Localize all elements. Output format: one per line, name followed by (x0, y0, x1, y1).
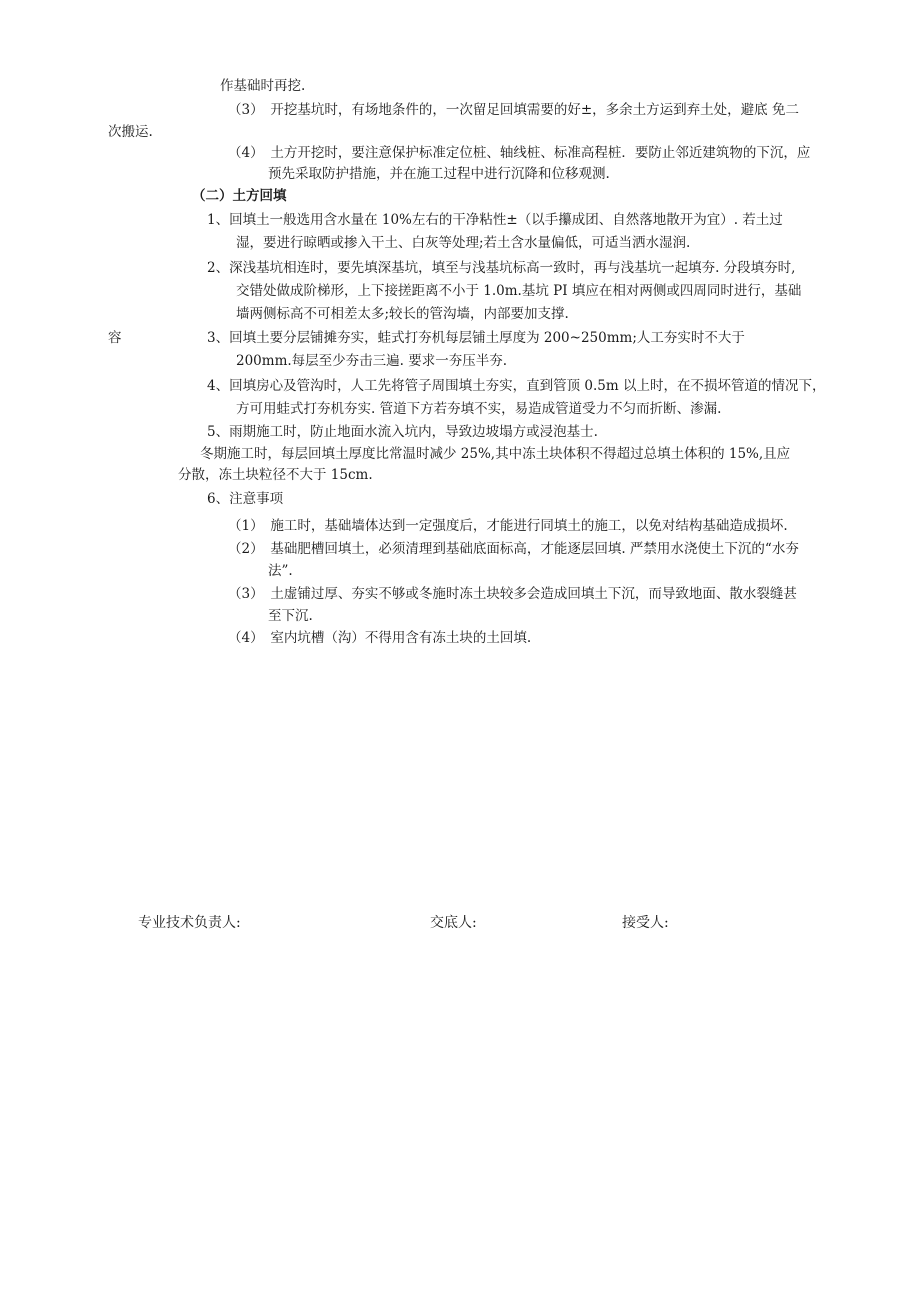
text-line: 方可用蛙式打夯机夯实. 管道下方若夯填不实，易造成管道受力不匀而折断、渗漏. (236, 401, 722, 417)
text-line: 墙两侧标高不可相差太多;较长的管沟墙，内部要加支撑. (236, 306, 569, 322)
text-line: 预先采取防护措施，并在施工过程中进行沉降和位移观测. (268, 166, 610, 182)
text-line: （3） 土虚铺过厚、夯实不够或冬施时冻土块较多会造成回填土下沉，而导致地面、散水裂缝甚 (228, 586, 797, 602)
text-line: 法”. (268, 563, 293, 579)
text-line: 至下沉. (268, 608, 313, 624)
section-heading: （二）土方回填 (192, 188, 287, 204)
text-line: 3、回填土要分层铺摊夯实，蛙式打夯机每层铺土厚度为 200~250mm;人工夯实时不大于 (207, 330, 745, 346)
text-line: 湿，要进行晾晒或掺入干土、白灰等处理;若土含水量偏低，可适当洒水湿润. (236, 235, 691, 251)
text-line: （4） 室内坑槽（沟）不得用含有冻土块的土回填. (228, 630, 532, 646)
signature-tech-lead: 专业技术负责人: (138, 915, 241, 931)
text-line: 200mm.每层至少夯击三遍. 要求一夯压半夯. (236, 353, 508, 369)
side-label: 容 (108, 330, 122, 346)
text-line: （1） 施工时，基础墙体达到一定强度后，才能进行同填土的施工，以免对结构基础造成损坏. (228, 518, 788, 534)
text-line: 2、深浅基坑相连时，要先填深基坑，填至与浅基坑标高一致时，再与浅基坑一起填夯. 分段填夯时, (207, 260, 796, 276)
signature-receiver: 接受人: (622, 915, 669, 931)
text-line: 交错处做成阶梯形，上下接搓距离不小于 1.0m.基坑 PI 填应在相对两侧或四周同时进行，基础 (236, 283, 802, 299)
text-line: 5、雨期施工时，防止地面水流入坑内，导致边坡塌方或浸泡基士. (207, 424, 598, 440)
text-line: 分散，冻土块粒径不大于 15cm. (178, 467, 373, 483)
text-line: （3） 开挖基坑时，有场地条件的，一次留足回填需要的好±，多余土方运到弃土处，避底 免二 (228, 102, 799, 118)
text-line: 1、回填土一般选用含水量在 10%左右的干净粘性±（以手攥成团、自然落地散开为宜）. 若土过 (207, 212, 783, 228)
text-line: 作基础时再挖. (220, 78, 306, 94)
text-line: 次搬运. (108, 124, 153, 140)
text-line: （2） 基础肥槽回填土，必须清理到基础底面标高，才能逐层回填. 严禁用水浇使土下沉的“水夯 (228, 541, 799, 557)
text-line: 冬期施工时，每层回填土厚度比常温时减少 25%,其中冻土块体积不得超过总填土体积的 15%,且应 (200, 446, 791, 462)
text-line: （4） 土方开挖时，要注意保护标准定位桩、轴线桩、标准高程桩．要防止邻近建筑物的下沉，应 (228, 145, 811, 161)
text-line: 6、注意事项 (207, 491, 284, 507)
signature-discloser: 交底人: (430, 915, 477, 931)
text-line: 4、回填房心及管沟时，人工先将管子周围填土夯实，直到管顶 0.5m 以上时，在不损坏管道的情况下， (207, 378, 826, 394)
